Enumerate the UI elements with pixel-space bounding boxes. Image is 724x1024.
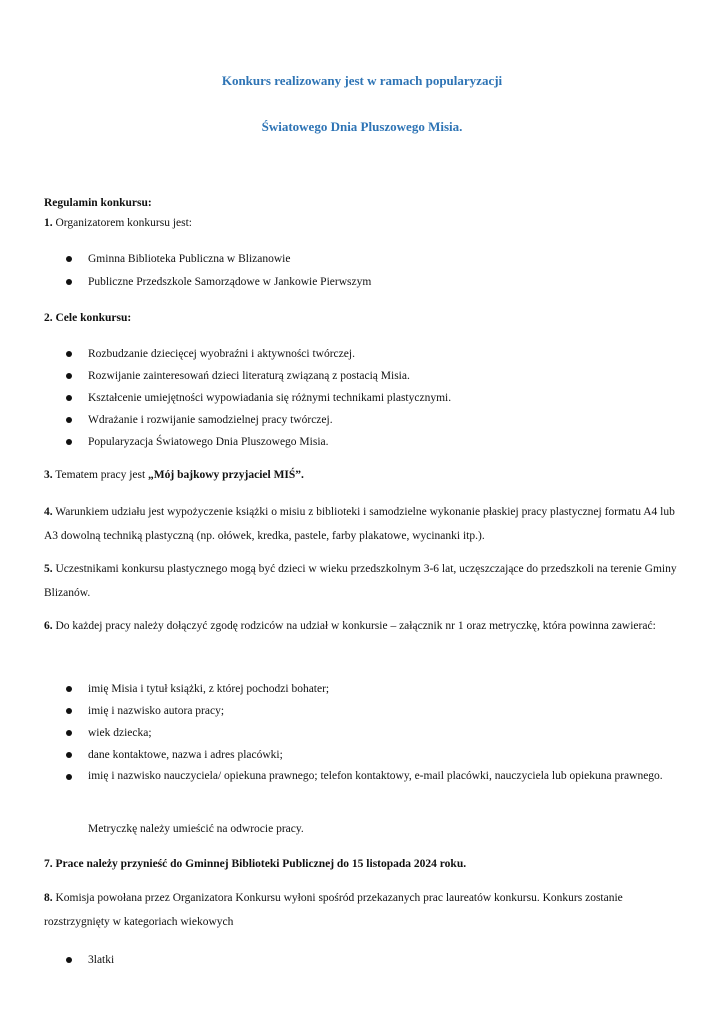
- section-3-number: 3.: [44, 469, 53, 481]
- bullet-icon: [66, 686, 72, 692]
- section-4-text: Warunkiem udziału jest wypożyczenie książki o misiu z biblioteki i samodzielne wykonanie płaskiej pracy plastycznej formatu A4 lub A3 dowolną techniką plastyczną (np. ołówek, kredka, pastele, farby plakatowe, wycinanki itp.).: [44, 506, 675, 542]
- bullet-icon: [66, 279, 72, 285]
- label-item: dane kontaktowe, nazwa i adres placówki;: [88, 749, 283, 761]
- bullet-icon: [66, 752, 72, 758]
- section-3-theme: „Mój bajkowy przyjaciel MIŚ”.: [148, 469, 304, 481]
- section-4: [44, 500, 684, 548]
- organizer-item: Publiczne Przedszkole Samorządowe w Jankowie Pierwszym: [88, 276, 372, 288]
- bullet-icon: [66, 730, 72, 736]
- section-4-number: 4.: [44, 506, 53, 518]
- section-7: [44, 857, 684, 871]
- goal-item: Wdrażanie i rozwijanie samodzielnej pracy twórczej.: [88, 414, 333, 426]
- label-item: imię Misia i tytuł książki, z której pochodzi bohater;: [88, 683, 330, 695]
- age-category-item: 3latki: [88, 954, 115, 966]
- label-item: wiek dziecka;: [88, 727, 152, 739]
- section-1-number: 1.: [44, 217, 53, 229]
- goal-item: Rozbudzanie dziecięcej wyobraźni i aktywności twórczej.: [88, 348, 355, 360]
- section-2-title: 2. Cele konkursu:: [44, 312, 132, 324]
- bullet-icon: [66, 439, 72, 445]
- section-5: [44, 557, 684, 605]
- section-1-text: Organizatorem konkursu jest:: [52, 217, 192, 229]
- goal-item: Rozwijanie zainteresowań dzieci literaturą związaną z postacią Misia.: [88, 370, 410, 382]
- rules-title: [44, 196, 684, 210]
- rules-title-text: Regulamin konkursu:: [44, 197, 152, 209]
- goal-item: Popularyzacja Światowego Dnia Pluszowego Misia.: [88, 436, 329, 448]
- bullet-icon: [66, 351, 72, 357]
- section-6: [44, 614, 684, 638]
- header-line-1: Konkurs realizowany jest w ramach popularyzacji: [221, 73, 503, 88]
- section-6-number: 6.: [44, 620, 53, 632]
- section-8-number: 8.: [44, 892, 53, 904]
- bullet-icon: [66, 256, 72, 262]
- header-line-2: Światowego Dnia Pluszowego Misia.: [261, 119, 463, 134]
- label-item: imię i nazwisko autora pracy;: [88, 705, 225, 717]
- section-8-text: Komisja powołana przez Organizatora Konkursu wyłoni spośród przekazanych prac laureatów konkursu. Konkurs zostanie rozstrzygnięty w kategoriach wiekowych: [44, 892, 623, 928]
- bullet-icon: [66, 957, 72, 963]
- section-5-number: 5.: [44, 563, 53, 575]
- section-6-note: Metryczkę należy umieścić na odwrocie pracy.: [88, 823, 304, 835]
- section-5-text: Uczestnikami konkursu plastycznego mogą być dzieci w wieku przedszkolnym 3-6 lat, uczęszczające do przedszkoli na terenie Gminy Blizanów.: [44, 563, 677, 599]
- bullet-icon: [66, 373, 72, 379]
- section-3: [44, 468, 684, 482]
- section-3-text: Tematem pracy jest: [52, 469, 149, 481]
- bullet-icon: [66, 774, 72, 780]
- section-1: [44, 216, 684, 230]
- bullet-icon: [66, 708, 72, 714]
- label-item: imię i nazwisko nauczyciela/ opiekuna prawnego; telefon kontaktowy, e-mail placówki, nauczyciela lub opiekuna prawnego.: [88, 770, 663, 782]
- bullet-icon: [66, 395, 72, 401]
- goal-item: Kształcenie umiejętności wypowiadania się różnymi technikami plastycznymi.: [88, 392, 452, 404]
- organizer-item: Gminna Biblioteka Publiczna w Blizanowie: [88, 253, 291, 265]
- section-7-text: 7. Prace należy przynieść do Gminnej Biblioteki Publicznej do 15 listopada 2024 roku.: [44, 858, 467, 870]
- section-6-text: Do każdej pracy należy dołączyć zgodę rodziców na udział w konkursie – załącznik nr 1 oraz metryczkę, która powinna zawierać:: [52, 620, 656, 632]
- section-8: [44, 886, 684, 934]
- section-2: [44, 311, 684, 325]
- bullet-icon: [66, 417, 72, 423]
